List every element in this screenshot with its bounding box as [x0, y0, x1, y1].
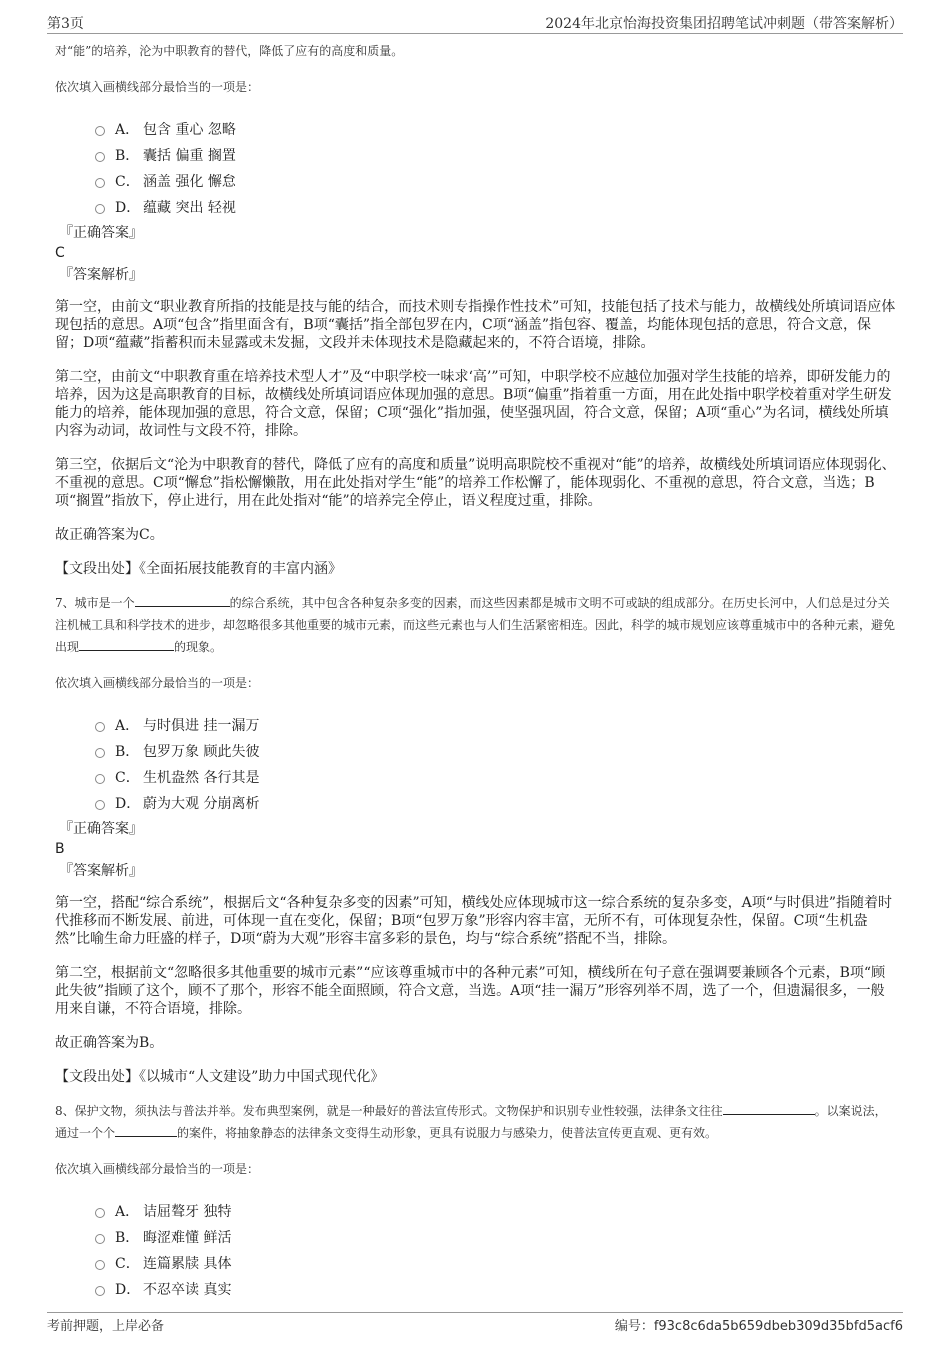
q7-source: 【文段出处】《以城市“人文建设”助力中国式现代化》: [55, 1069, 385, 1085]
q6-option-b[interactable]: B． 囊括 偏重 搁置: [95, 142, 898, 168]
document-id: 编号：f93c8c6da5b659dbeb309d35bfd5acf6: [614, 1319, 903, 1334]
q7-option-d[interactable]: D． 蔚为大观 分崩离析: [95, 790, 898, 816]
document-body: [55, 40, 898, 1306]
q6-option-a[interactable]: A． 包含 重心 忽略: [95, 116, 898, 142]
q6-analysis-para-3: 第三空，依据后文“沦为中职教育的替代，降低了应有的高度和质量”说明高职院校不重视对“能”的培养，故横线处所填词语应体现弱化、不重视的意思。C项“懈怠”指松懈懒散，用在此处指对学生“能”的培养工作松懈了，能体现弱化、不重视的意思，符合文意，当选；B项“搁置”指放下，停止进行，用在此处指对“能”的培养完全停止，语义程度过重，排除。: [55, 457, 896, 509]
blank-line: [115, 1124, 177, 1137]
q7-answer-label: 『正确答案』: [59, 821, 143, 837]
q7-analysis-para-2: 第二空，根据前文“忽略很多其他重要的城市元素”“应该尊重城市中的各种元素”可知，横线所在句子意在强调要兼顾各个元素，B项“顾此失彼”指顾了这个，顾不了那个，形容不能全面照顾，符合文意，当选。A项“挂一漏万”形容列举不周，选了一个，但遗漏很多，一般用来自谦，不符合语境，排除。: [55, 965, 886, 1017]
q8-prompt: 依次填入画横线部分最恰当的一项是：: [55, 1162, 260, 1176]
q8-option-b[interactable]: B． 晦涩难懂 鲜活: [95, 1224, 898, 1250]
q7-answer: B: [55, 841, 65, 857]
q6-prompt: 依次填入画横线部分最恰当的一项是：: [55, 80, 260, 94]
q6-option-d[interactable]: D． 蕴藏 突出 轻视: [95, 194, 898, 220]
radio-icon[interactable]: [95, 126, 105, 136]
radio-icon[interactable]: [95, 774, 105, 784]
page-footer: [47, 1312, 903, 1337]
radio-icon[interactable]: [95, 748, 105, 758]
q8-stem: 8、保护文物，须执法与普法并举。发布典型案例，就是一种最好的普法宣传形式。文物保护和识别专业性较强，法律条文往往 。以案说法，通过一个个 的案件，将抽象静态的法律条文变得生动形象，更具有说服力与感染力，使普法宣传更直观、更有效。: [55, 1104, 887, 1140]
q7-options: [95, 712, 898, 816]
q6-answer: C: [55, 245, 65, 261]
q6-option-c[interactable]: C． 涵盖 强化 懈怠: [95, 168, 898, 194]
q7-analysis-label: 『答案解析』: [59, 863, 143, 879]
q6-source: 【文段出处】《全面拓展技能教育的丰富内涵》: [55, 561, 342, 577]
radio-icon[interactable]: [95, 152, 105, 162]
q7-option-c[interactable]: C． 生机盎然 各行其是: [95, 764, 898, 790]
q7-prompt: 依次填入画横线部分最恰当的一项是：: [55, 676, 260, 690]
q7-option-a[interactable]: A． 与时俱进 挂一漏万: [95, 712, 898, 738]
q6-answer-label: 『正确答案』: [59, 225, 143, 241]
blank-line: [723, 1102, 815, 1115]
radio-icon[interactable]: [95, 1234, 105, 1244]
footer-slogan: 考前押题，上岸必备: [47, 1319, 165, 1334]
radio-icon[interactable]: [95, 800, 105, 810]
q8-option-c[interactable]: C． 连篇累牍 具体: [95, 1250, 898, 1276]
q7-stem: 7、城市是一个 的综合系统，其中包含各种复杂多变的因素，而这些因素都是城市文明不可或缺的组成部分。在历史长河中，人们总是过分关注机械工具和科学技术的进步，却忽略很多其他重要的城市元素，而这些元素也与人们生活紧密相连。因此，科学的城市规划应该尊重城市中的各种元素，避免出现 的现象。: [55, 596, 896, 654]
radio-icon[interactable]: [95, 1208, 105, 1218]
q7-conclusion: 故正确答案为B。: [55, 1035, 164, 1051]
page-number: 第3页: [47, 16, 84, 32]
q6-analysis-para-2: 第二空，由前文“中职教育重在培养技术型人才”及“中职学校一味求‘高’”可知，中职学校不应越位加强对学生技能的培养，即研发能力的培养，因为这是高职教育的目标，故横线处所填词语应体现加强的意思。B项“偏重”指着重一方面，用在此处指中职学校着重对学生研发能力的培养，能体现加强的意思，符合文意，保留；C项“强化”指加强，使坚强巩固，符合文意，保留；A项“重心”为名词，横线处所填内容为动词，故词性与文段不符，排除。: [55, 369, 892, 439]
q8-option-d[interactable]: D． 不忍卒读 真实: [95, 1276, 898, 1302]
radio-icon[interactable]: [95, 1286, 105, 1296]
q8-option-a[interactable]: A． 诘屈聱牙 独特: [95, 1198, 898, 1224]
document-title: 2024年北京怡海投资集团招聘笔试冲刺题（带答案解析）: [545, 16, 903, 32]
q8-options: [95, 1198, 898, 1302]
q7-analysis-para-1: 第一空，搭配“综合系统”，根据后文“各种复杂多变的因素”可知，横线处应体现城市这一综合系统的复杂多变，A项“与时俱进”指随着时代推移而不断发展、前进，可体现一直在变化，保留；B项“包罗万象”形容内容丰富，无所不有，可体现复杂性，保留。C项“生机盎然”比喻生命力旺盛的样子，D项“蔚为大观”形容丰富多彩的景色，均与“综合系统”搭配不当，排除。: [55, 895, 893, 947]
q6-stem-tail: 对“能”的培养，沦为中职教育的替代，降低了应有的高度和质量。: [55, 44, 404, 58]
radio-icon[interactable]: [95, 204, 105, 214]
blank-line: [79, 638, 174, 651]
q6-options: [95, 116, 898, 220]
q6-conclusion: 故正确答案为C。: [55, 527, 164, 543]
page-header: [47, 11, 903, 34]
radio-icon[interactable]: [95, 1260, 105, 1270]
q7-option-b[interactable]: B． 包罗万象 顾此失彼: [95, 738, 898, 764]
blank-line: [135, 594, 230, 607]
q6-analysis-para-1: 第一空，由前文“职业教育所指的技能是技与能的结合，而技术则专指操作性技术”可知，技能包括了技术与能力，故横线处所填词语应体现包括的意思。A项“包含”指里面含有，B项“囊括”指全部包罗在内，C项“涵盖”指包容、覆盖，均能体现包括的意思，符合文意，保留；D项“蕴藏”指蓄积而未显露或未发掘，文段并未体现技术是隐藏起来的，不符合语境，排除。: [55, 299, 896, 351]
radio-icon[interactable]: [95, 178, 105, 188]
q6-analysis-label: 『答案解析』: [59, 267, 143, 283]
radio-icon[interactable]: [95, 722, 105, 732]
